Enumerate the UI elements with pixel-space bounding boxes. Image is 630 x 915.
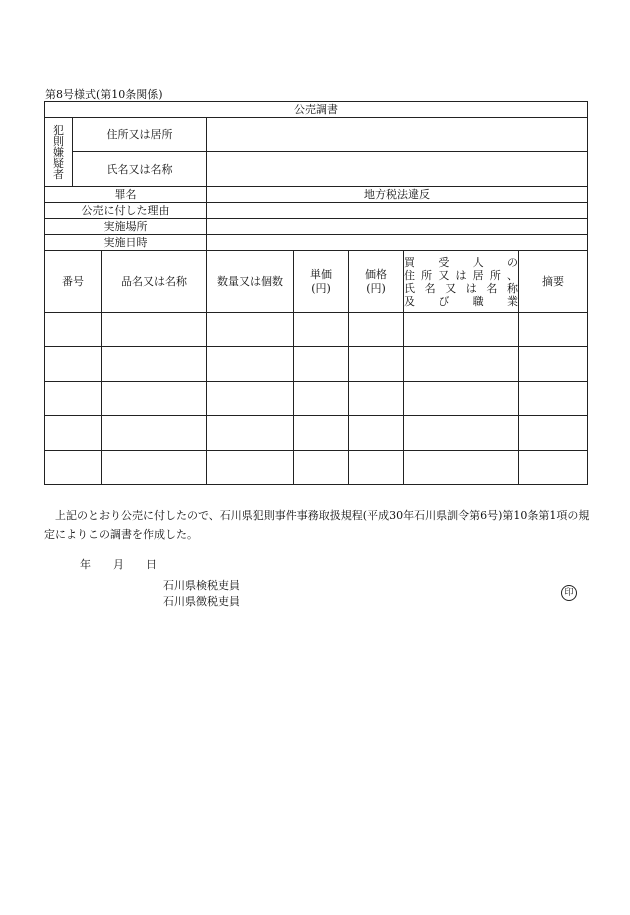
- cell-number[interactable]: [45, 347, 102, 382]
- col-price: [349, 251, 404, 313]
- cell-number[interactable]: [45, 416, 102, 451]
- suspect-label: 犯則嫌疑者: [53, 123, 64, 181]
- cell-item[interactable]: [102, 313, 207, 347]
- official-collector: 石川県徴税吏員: [163, 595, 240, 608]
- cell-price[interactable]: [349, 313, 404, 347]
- col-unit-price: [294, 251, 349, 313]
- official-inspector: 石川県検税吏員: [163, 579, 240, 592]
- cell-buyer[interactable]: [404, 451, 519, 485]
- reason-label: 公売に付した理由: [45, 203, 207, 219]
- cell-number[interactable]: [45, 313, 102, 347]
- cell-price[interactable]: [349, 347, 404, 382]
- cell-buyer[interactable]: [404, 382, 519, 416]
- place-value[interactable]: [207, 219, 588, 235]
- cell-quantity[interactable]: [207, 451, 294, 485]
- cell-quantity[interactable]: [207, 416, 294, 451]
- cell-unit-price[interactable]: [294, 313, 349, 347]
- col-buyer-line-4: 及び職業: [404, 294, 518, 308]
- cell-item[interactable]: [102, 451, 207, 485]
- cell-buyer[interactable]: [404, 347, 519, 382]
- cell-buyer[interactable]: [404, 313, 519, 347]
- cell-summary[interactable]: [519, 313, 588, 347]
- name-label: 氏名又は名称: [73, 152, 207, 187]
- seal-mark: 印: [561, 585, 577, 601]
- table-row: [45, 382, 588, 416]
- col-buyer-line-2: 住所又は居所、: [404, 268, 518, 282]
- table-title: 公売調書: [45, 102, 588, 118]
- suspect-label-cell: [45, 118, 73, 187]
- datetime-label: 実施日時: [45, 235, 207, 251]
- cell-item[interactable]: [102, 347, 207, 382]
- table-row: [45, 347, 588, 382]
- date-line: 年 月 日: [80, 558, 157, 571]
- cell-price[interactable]: [349, 416, 404, 451]
- body-text: 上記のとおり公売に付したので、石川県犯則事件事務取扱規程(平成30年石川県訓令第6号)第10条第1項の規定によりこの調書を作成した。: [44, 509, 590, 541]
- cell-unit-price[interactable]: [294, 382, 349, 416]
- crime-value: 地方税法違反: [207, 187, 588, 203]
- col-buyer: [404, 251, 519, 313]
- auction-record-table: [44, 101, 588, 485]
- cell-price[interactable]: [349, 451, 404, 485]
- place-label: 実施場所: [45, 219, 207, 235]
- cell-item[interactable]: [102, 416, 207, 451]
- table-row: [45, 416, 588, 451]
- cell-summary[interactable]: [519, 347, 588, 382]
- cell-quantity[interactable]: [207, 313, 294, 347]
- col-price-unit: (円): [366, 281, 386, 295]
- col-unit-price-unit: (円): [311, 281, 331, 295]
- reason-value[interactable]: [207, 203, 588, 219]
- address-value[interactable]: [207, 118, 588, 152]
- col-summary: 摘要: [519, 251, 588, 313]
- table-row: [45, 451, 588, 485]
- datetime-value[interactable]: [207, 235, 588, 251]
- cell-quantity[interactable]: [207, 382, 294, 416]
- cell-unit-price[interactable]: [294, 347, 349, 382]
- cell-unit-price[interactable]: [294, 416, 349, 451]
- table-row: [45, 313, 588, 347]
- col-buyer-line-1: 買受人の: [404, 255, 518, 269]
- address-label: 住所又は居所: [73, 118, 207, 152]
- crime-label: 罪名: [45, 187, 207, 203]
- cell-item[interactable]: [102, 382, 207, 416]
- cell-summary[interactable]: [519, 416, 588, 451]
- cell-buyer[interactable]: [404, 416, 519, 451]
- col-unit-price-label: 単価: [310, 267, 332, 281]
- cell-price[interactable]: [349, 382, 404, 416]
- col-number: 番号: [45, 251, 102, 313]
- col-quantity: 数量又は個数: [207, 251, 294, 313]
- cell-summary[interactable]: [519, 382, 588, 416]
- cell-summary[interactable]: [519, 451, 588, 485]
- cell-number[interactable]: [45, 382, 102, 416]
- form-number: 第8号様式(第10条関係): [45, 88, 163, 101]
- cell-quantity[interactable]: [207, 347, 294, 382]
- col-item: 品名又は名称: [102, 251, 207, 313]
- name-value[interactable]: [207, 152, 588, 187]
- col-buyer-line-3: 氏名又は名称: [404, 281, 518, 295]
- cell-number[interactable]: [45, 451, 102, 485]
- col-price-label: 価格: [365, 267, 387, 281]
- cell-unit-price[interactable]: [294, 451, 349, 485]
